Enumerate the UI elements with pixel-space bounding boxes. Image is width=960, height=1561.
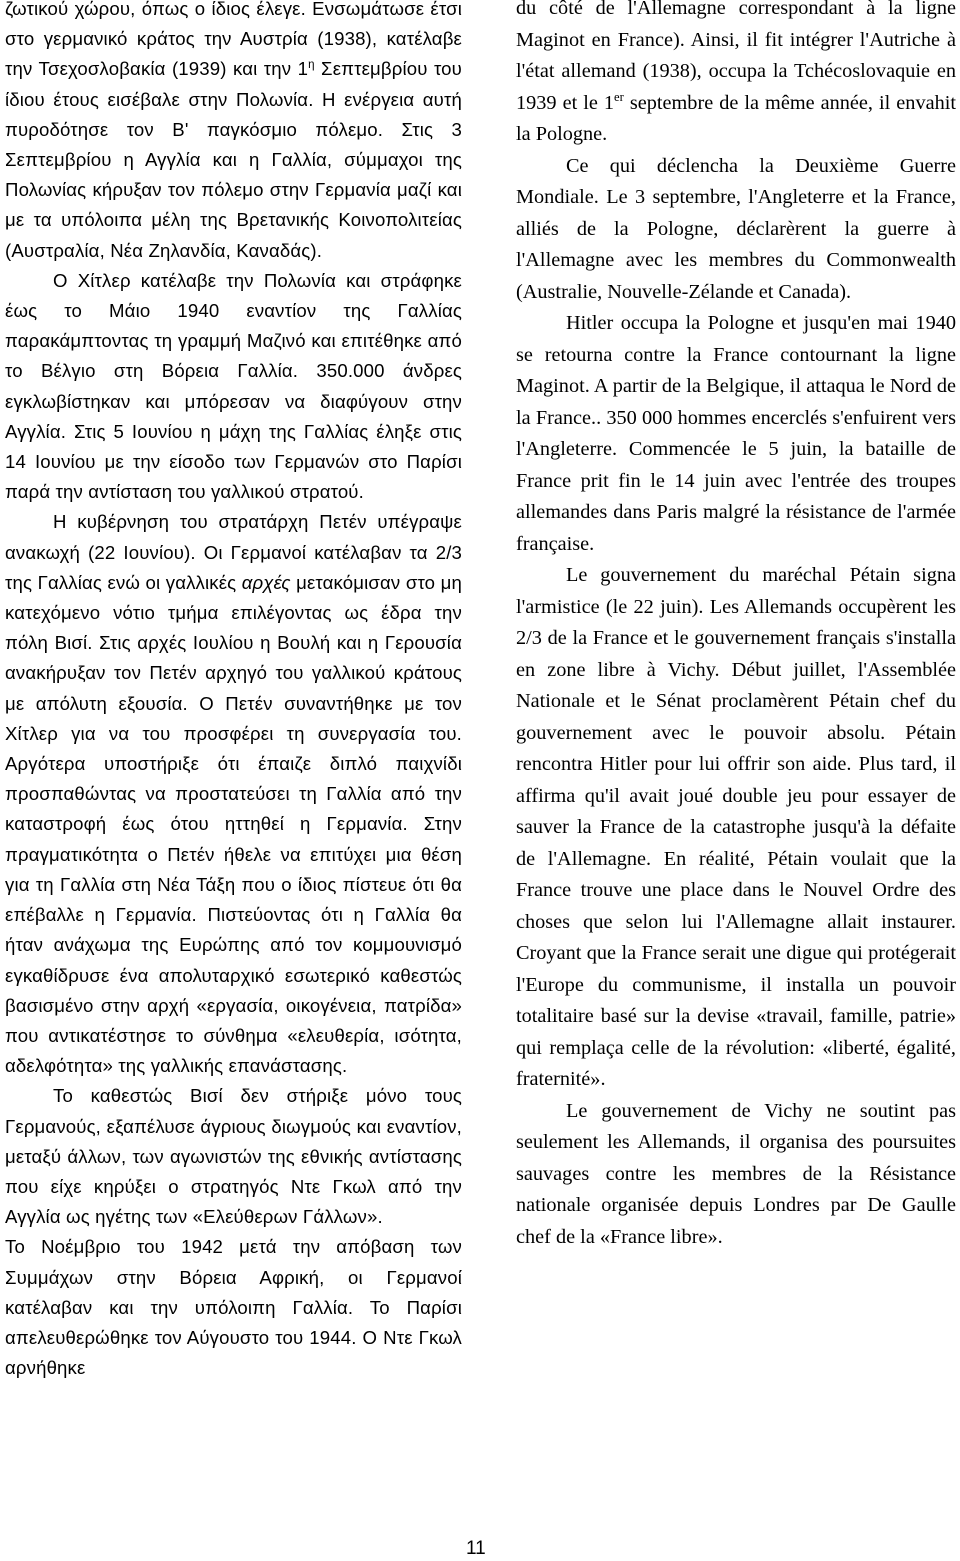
greek-paragraph-3: Η κυβέρνηση του στρατάρχη Πετέν υπέγραψε ανακωχή (22 Ιουνίου). Οι Γερμανοί κατέλαβαν τα 2/3 της Γαλλίας ενώ οι γαλλικές αρχές μετακόμισαν στο μη κατεχόμενο νότιο τμήμα επιλέγοντας ως έδρα την πόλη Βισί. Στις αρχές Ιουλίου η Βουλή και η Γερουσία ανακήρυξαν τον Πετέν αρχηγό του γαλλικού κράτους με απόλυτη εξουσία. Ο Πετέν συναντήθηκε με τον Χίτλερ για να του προσφέρει τη συνεργασία του. Αργότερα υποστήριξε ότι έπαιζε διπλό παιχνίδι προσπαθώντας να προστατεύσει τη Γαλλία από την καταστροφή έως ότου ηττηθεί η Γερμανία. Στην πραγματικότητα ο Πετέν ήθελε να επιτύχει μια θέση για τη Γαλλία στη Νέα Τάξη που ο ίδιος πίστευε ότι θα επέβαλλε η Γερμανία. Πιστεύοντας ότι η Γαλλία θα ήταν ανάχωμα της Ευρώπης από τον κομμουνισμό εγκαθίδρυσε ένα απολυταρχικό εσωτερικό καθεστώς βασισμένο στην αρχή «εργασία, οικογένεια, πατρίδα» που αντικατέστησε το σύνθημα «ελευθερία, ισότητα, αδελφότητα» της γαλλικής επανάστασης. <box>5 511 462 1077</box>
french-paragraph-3: Hitler occupa la Pologne et jusqu'en mai 1940 se retourna contre la France contournant la ligne Maginot. A partir de la Belgique, il attaqua le Nord de la France.. 350 000 hommes encerclés s'enfuirent vers l'Angleterre. Commencée le 5 juin, la bataille de France prit fin le 14 juin avec l'entrée des troupes allemandes dans Paris malgré la résistance de l'armée française. <box>516 312 956 555</box>
greek-paragraph-2: Ο Χίτλερ κατέλαβε την Πολωνία και στράφηκε έως το Μάιο 1940 εναντίον της Γαλλίας παρακάμπτοντας τη γραμμή Μαζινό και επιτέθηκε από το Βέλγιο στη Βόρεια Γαλλία. 350.000 άνδρες εγκλωβίστηκαν και μπόρεσαν να διαφύγουν στην Αγγλία. Στις 5 Ιουνίου η μάχη της Γαλλίας έληξε στις 14 Ιουνίου με την είσοδο των Γερμανών στο Παρίσι παρά την αντίσταση του γαλλικού στρατού. <box>5 269 462 503</box>
greek-column <box>5 0 462 1383</box>
greek-paragraph-1: ζωτικού χώρου, όπως ο ίδιος έλεγε. Ενσωμάτωσε έτσι στο γερμανικό κράτος την Αυστρία (1938), κατέλαβε την Τσεχοσλοβακία (1939) και την $1^\eta$ Σεπτεμβρίου του ίδιου έτους εισέβαλε στην Πολωνία. Η ενέργεια αυτή πυροδότησε τον Β' παγκόσμιο πόλεμο. Στις 3 Σεπτεμβρίου η Αγγλία και η Γαλλία, σύμμαχοι της Πολωνίας κήρυξαν τον πόλεμο στην Γερμανία μαζί και με τα υπόλοιπα μέλη της Βρετανικής Κοινοπολιτείας (Αυστραλία, Νέα Ζηλανδία, Καναδάς). <box>5 0 462 261</box>
greek-paragraph-4: Το καθεστώς Βισί δεν στήριξε μόνο τους Γερμανούς, εξαπέλυσε άγριους διωγμούς και εναντίον, μεταξύ άλλων, των αγωνιστών της εθνικής αντίστασης που είχε κηρύξει ο στρατηγός Ντε Γκωλ από την Αγγλία ως ηγέτης των «Ελεύθερων Γάλλων». <box>5 1085 462 1228</box>
french-column <box>516 0 956 1253</box>
french-paragraph-5: Le gouvernement de Vichy ne soutint pas seulement les Allemands, il organisa des poursuites sauvages contre les membres de la Résistance nationale organisée depuis Londres par De Gaulle chef de la «France libre». <box>516 1099 956 1248</box>
french-paragraph-1: du côté de l'Allemagne correspondant à la ligne Maginot en France). Ainsi, il fit intégrer l'Autriche à l'état allemand (1938), occupa la Tchécoslovaquie en 1939 et le 1er septembre de la même année, il envahit la Pologne. <box>516 0 956 145</box>
french-paragraph-2: Ce qui déclencha la Deuxième Guerre Mondiale. Le 3 septembre, l'Angleterre et la France, alliés de la Pologne, déclarèrent la guerre à l'Allemagne avec les membres du Commonwealth (Australie, Nouvelle-Zélande et Canada). <box>516 154 956 303</box>
greek-paragraph-5: Το Νοέμβριο του 1942 μετά την απόβαση των Συμμάχων στην Βόρεια Αφρική, οι Γερμανοί κατέλαβαν και την υπόλοιπη Γαλλία. Το Παρίσι απελευθερώθηκε τον Αύγουστο του 1944. Ο Ντε Γκωλ αρνήθηκε <box>5 1236 462 1379</box>
french-paragraph-4: Le gouvernement du maréchal Pétain signa l'armistice (le 22 juin). Les Allemands occupèrent les 2/3 de la France et le gouvernement français s'installa en zone libre à Vichy. Début juillet, l'Assemblée Nationale et le Sénat proclamèrent Pétain chef du gouvernement avec le pouvoir absolu. Pétain rencontra Hitler pour lui offrir son aide. Plus tard, il affirma qu'il avait joué double jeu pour essayer de sauver la France de la catastrophe jusqu'à la défaite de l'Allemagne. En réalité, Pétain voulait que la France trouve une place dans le Nouvel Ordre des choses que selon lui l'Allemagne allait instaurer. Croyant que la France serait une digue qui protégerait l'Europe du communisme, il installa un pouvoir totalitaire basé sur la devise «travail, famille, patrie» qui remplaça celle de la révolution: «liberté, égalité, fraternité». <box>516 564 956 1090</box>
page-number: 11 <box>466 1538 486 1559</box>
